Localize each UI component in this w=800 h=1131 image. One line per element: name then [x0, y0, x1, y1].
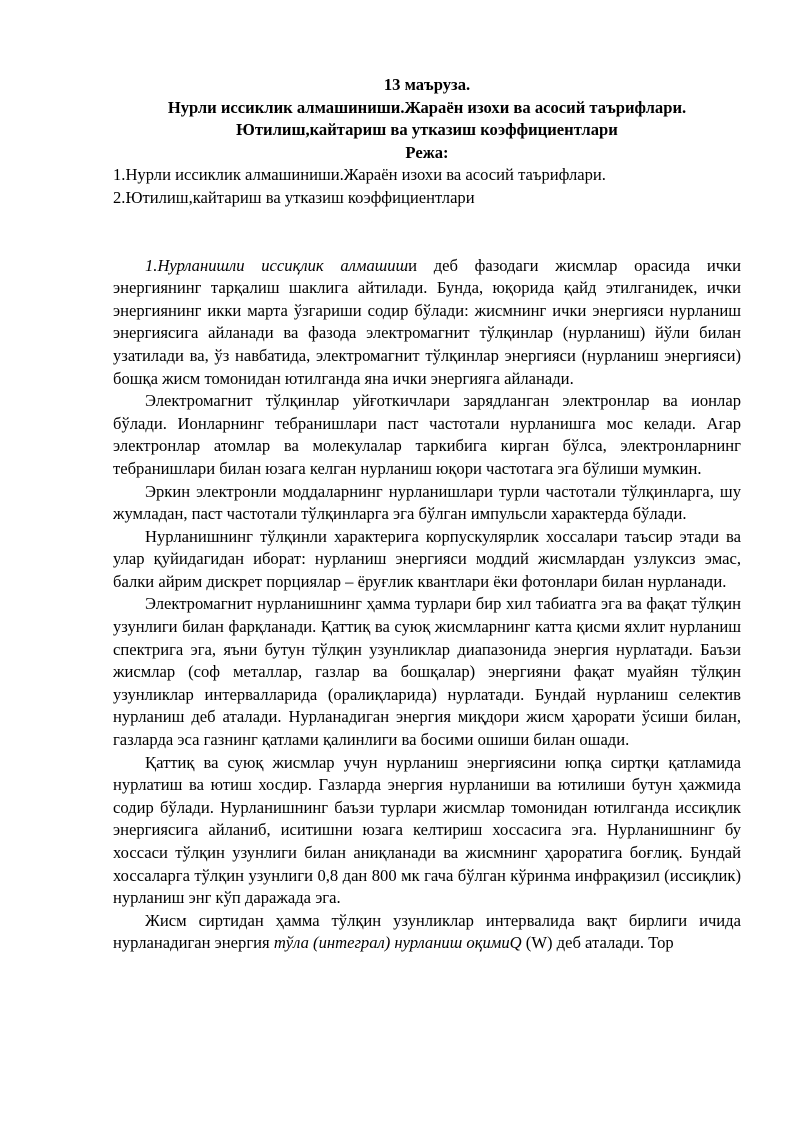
paragraph-7-start: Жисм сиртидан ҳамма тўлқин узунликлар интервалида вақт бирлиги ичида нурланадиган энергия [113, 910, 741, 953]
paragraph-1-text: и деб фазодаги жисмлар орасида ички энергиянинг тарқалиш шаклига айтилади. Бунда, юқорида қайд этилганидек, ички энергиянинг икки марта ўзгариши содир бўлади: жисмнинг ички энергияси нурланиш энергиясига айланади ва фазода электромагнит тўлқинлар (нурланиш) йўли билан узатилади ва, ўз навбатида, электромагнит тўлқинлар энергияси (нурланиш энергияси) бошқа жисм томонидан ютилганда яна ички энергияга айланади. [113, 255, 741, 388]
document-page [113, 74, 741, 955]
paragraph-1 [113, 255, 741, 391]
paragraph-3: Эркин электронли моддаларнинг нурланишлари турли частотали тўлқинларга, шу жумладан, паст частотали тўлқинларга эга бўлган импульсли характерда бўлади. [113, 481, 741, 524]
paragraph-7 [113, 910, 741, 955]
paragraph-6: Қаттиқ ва суюқ жисмлар учун нурланиш энергиясини юпқа сиртқи қатламида нурлатиш ва ютиш хосдир. Газларда энергия нурланиши ва ютилиши бутун ҳажмида содир бўлади. Нурланишнинг баъзи турлари жисмлар томонидан ютилганда иссиқлик энергиясига айланиб, иситишни юзага келтириш хоссасига эга. Нурланишнинг бу хоссаси тўлқин узунлиги билан аниқланади ва жисмнинг ҳароратига боғлиқ. Бундай хоссаларга тўлқин узунлиги 0,8 дан 800 мк гача бўлган кўринма инфрақизил (иссиқлик) нурланиш энг кўп даражада эга. [113, 752, 741, 908]
section-spacer [113, 210, 741, 255]
plan-item-2: 2.Ютилиш,кайтариш ва утказиш коэффициентлари [113, 187, 475, 207]
title-line-1: Нурли иссиклик алмашиниши.Жараён изохи ва асосий таърифлари. [167, 97, 687, 117]
title-line-2: Ютилиш,кайтариш ва утказиш коэффициентлари [236, 120, 618, 140]
lecture-number: 13 маъруза. [383, 75, 471, 94]
paragraph-5: Электромагнит нурланишнинг ҳамма турлари бир хил табиатга эга ва фақат тўлқин узунлиги билан фарқланади. Қаттиқ ва суюқ жисмларнинг катта қисми яхлит нурланиш спектрига эга, яъни бутун тўлқин узунликлар диапазонида энергия нурлатади. Баъзи жисмлар (соф металлар, газлар ва бошқалар) энергияни фақат муайян тўлқин узунликлар интервалларида (оралиқларида) нурлатади. Бундай нурланиш селектив нурланиш деб аталади. Нурланадиган энергия миқдори жисм ҳарорати ўсиши билан, газларда эса газнинг қатлами қалинлиги ва босими ошиши билан ошади. [113, 594, 741, 750]
paragraph-1-term: 1.Нурланишли иссиқлик алмашиш [145, 255, 409, 275]
paragraph-4: Нурланишнинг тўлқинли характерига корпускулярлик хоссалари таъсир этади ва улар қуйидагидан иборат: нурланиш энергияси моддий жисмлардан узлуксиз эмас, балки айрим дискрет порциялар – ёруғлик квантлари ёки фотонлари билан нурланади. [113, 526, 741, 591]
plan-item-1: 1.Нурли иссиклик алмашиниши.Жараён изохи ва асосий таърифлари. [113, 165, 606, 185]
paragraph-7-end: (W) деб аталади. Тор [521, 933, 674, 953]
paragraph-7-term: тўла (интеграл) нурланиш оқимиQ [273, 933, 522, 953]
paragraph-2: Электромагнит тўлқинлар уйғоткичлари зарядланган электронлар ва ионлар бўлади. Ионларнинг тебранишлари паст частотали нурланишга мос келади. Агар электронлар атомлар ва молекулалар таркибига кирган бўлса, электронларнинг тебранишлари билан юзага келган нурланиш юқори частотага эга бўлиши мумкин. [113, 391, 741, 478]
plan-heading: Режа: [405, 142, 449, 162]
